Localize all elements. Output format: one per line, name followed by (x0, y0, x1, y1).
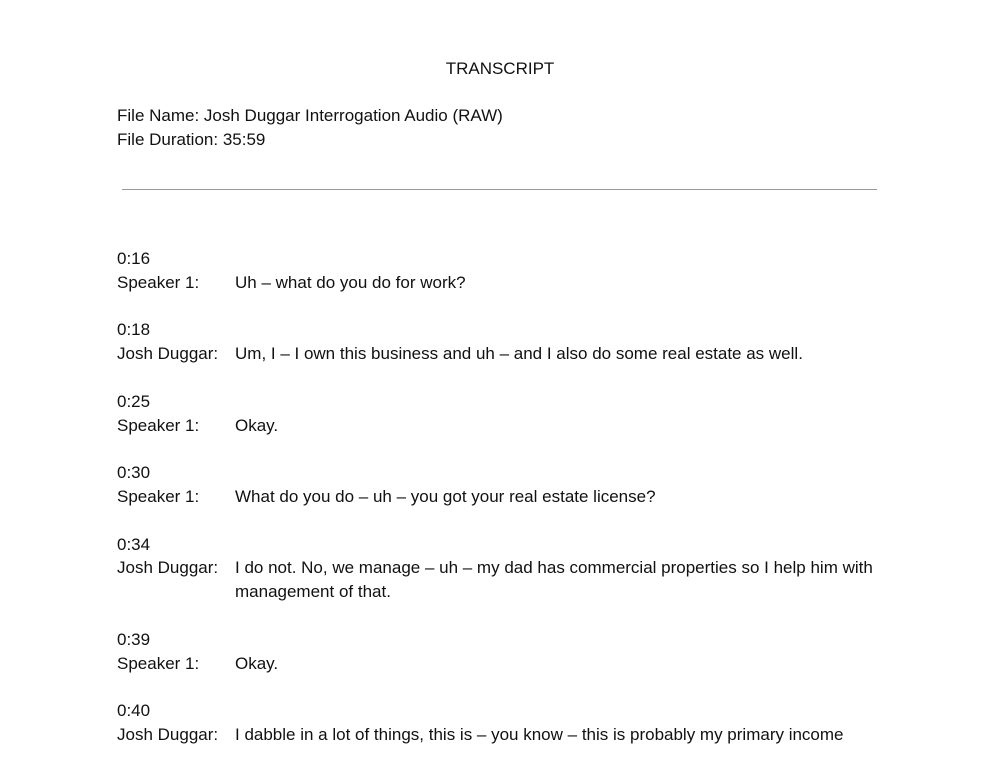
timestamp: 0:40 (117, 701, 151, 721)
document-title: TRANSCRIPT (445, 59, 555, 78)
speaker-label: Josh Duggar: (117, 558, 219, 578)
transcript-entry (117, 318, 887, 366)
utterance (117, 556, 887, 604)
transcript-entry (117, 390, 887, 438)
speech-text: I do not. No, we manage – uh – my dad has commercial properties so I help him with management of that. (235, 558, 873, 602)
transcript-entry (117, 628, 887, 676)
speaker-label: Speaker 1: (117, 486, 200, 506)
transcript-entry (117, 533, 887, 604)
utterance (117, 652, 887, 676)
utterance (117, 414, 887, 438)
speech-text: I dabble in a lot of things, this is – you know – this is probably my primary income (235, 724, 844, 744)
speaker-label: Speaker 1: (117, 272, 200, 292)
speech-text: Okay. (235, 415, 279, 435)
transcript-entry (117, 699, 887, 747)
transcript-entries (117, 247, 887, 771)
speaker-label: Josh Duggar: (117, 344, 219, 364)
divider (122, 189, 877, 190)
timestamp: 0:34 (117, 534, 151, 554)
timestamp: 0:39 (117, 629, 151, 649)
file-name: File Name: Josh Duggar Interrogation Audio (RAW) (117, 106, 503, 125)
utterance (117, 271, 887, 295)
speech-text: Okay. (235, 653, 279, 673)
timestamp: 0:25 (117, 391, 151, 411)
transcript-entry (117, 461, 887, 509)
speech-text: What do you do – uh – you got your real estate license? (235, 486, 656, 506)
speech-text: Um, I – I own this business and uh – and I also do some real estate as well. (235, 344, 803, 364)
speech-text: Uh – what do you do for work? (235, 272, 466, 292)
utterance (117, 723, 887, 747)
timestamp: 0:16 (117, 249, 151, 268)
speaker-label: Speaker 1: (117, 653, 200, 673)
utterance (117, 342, 887, 366)
timestamp: 0:18 (117, 320, 151, 340)
speaker-label: Speaker 1: (117, 415, 200, 435)
timestamp: 0:30 (117, 463, 151, 483)
utterance (117, 485, 887, 509)
file-duration: File Duration: 35:59 (117, 129, 266, 149)
file-metadata (117, 104, 503, 152)
transcript-entry (117, 247, 887, 295)
speaker-label: Josh Duggar: (117, 724, 219, 744)
